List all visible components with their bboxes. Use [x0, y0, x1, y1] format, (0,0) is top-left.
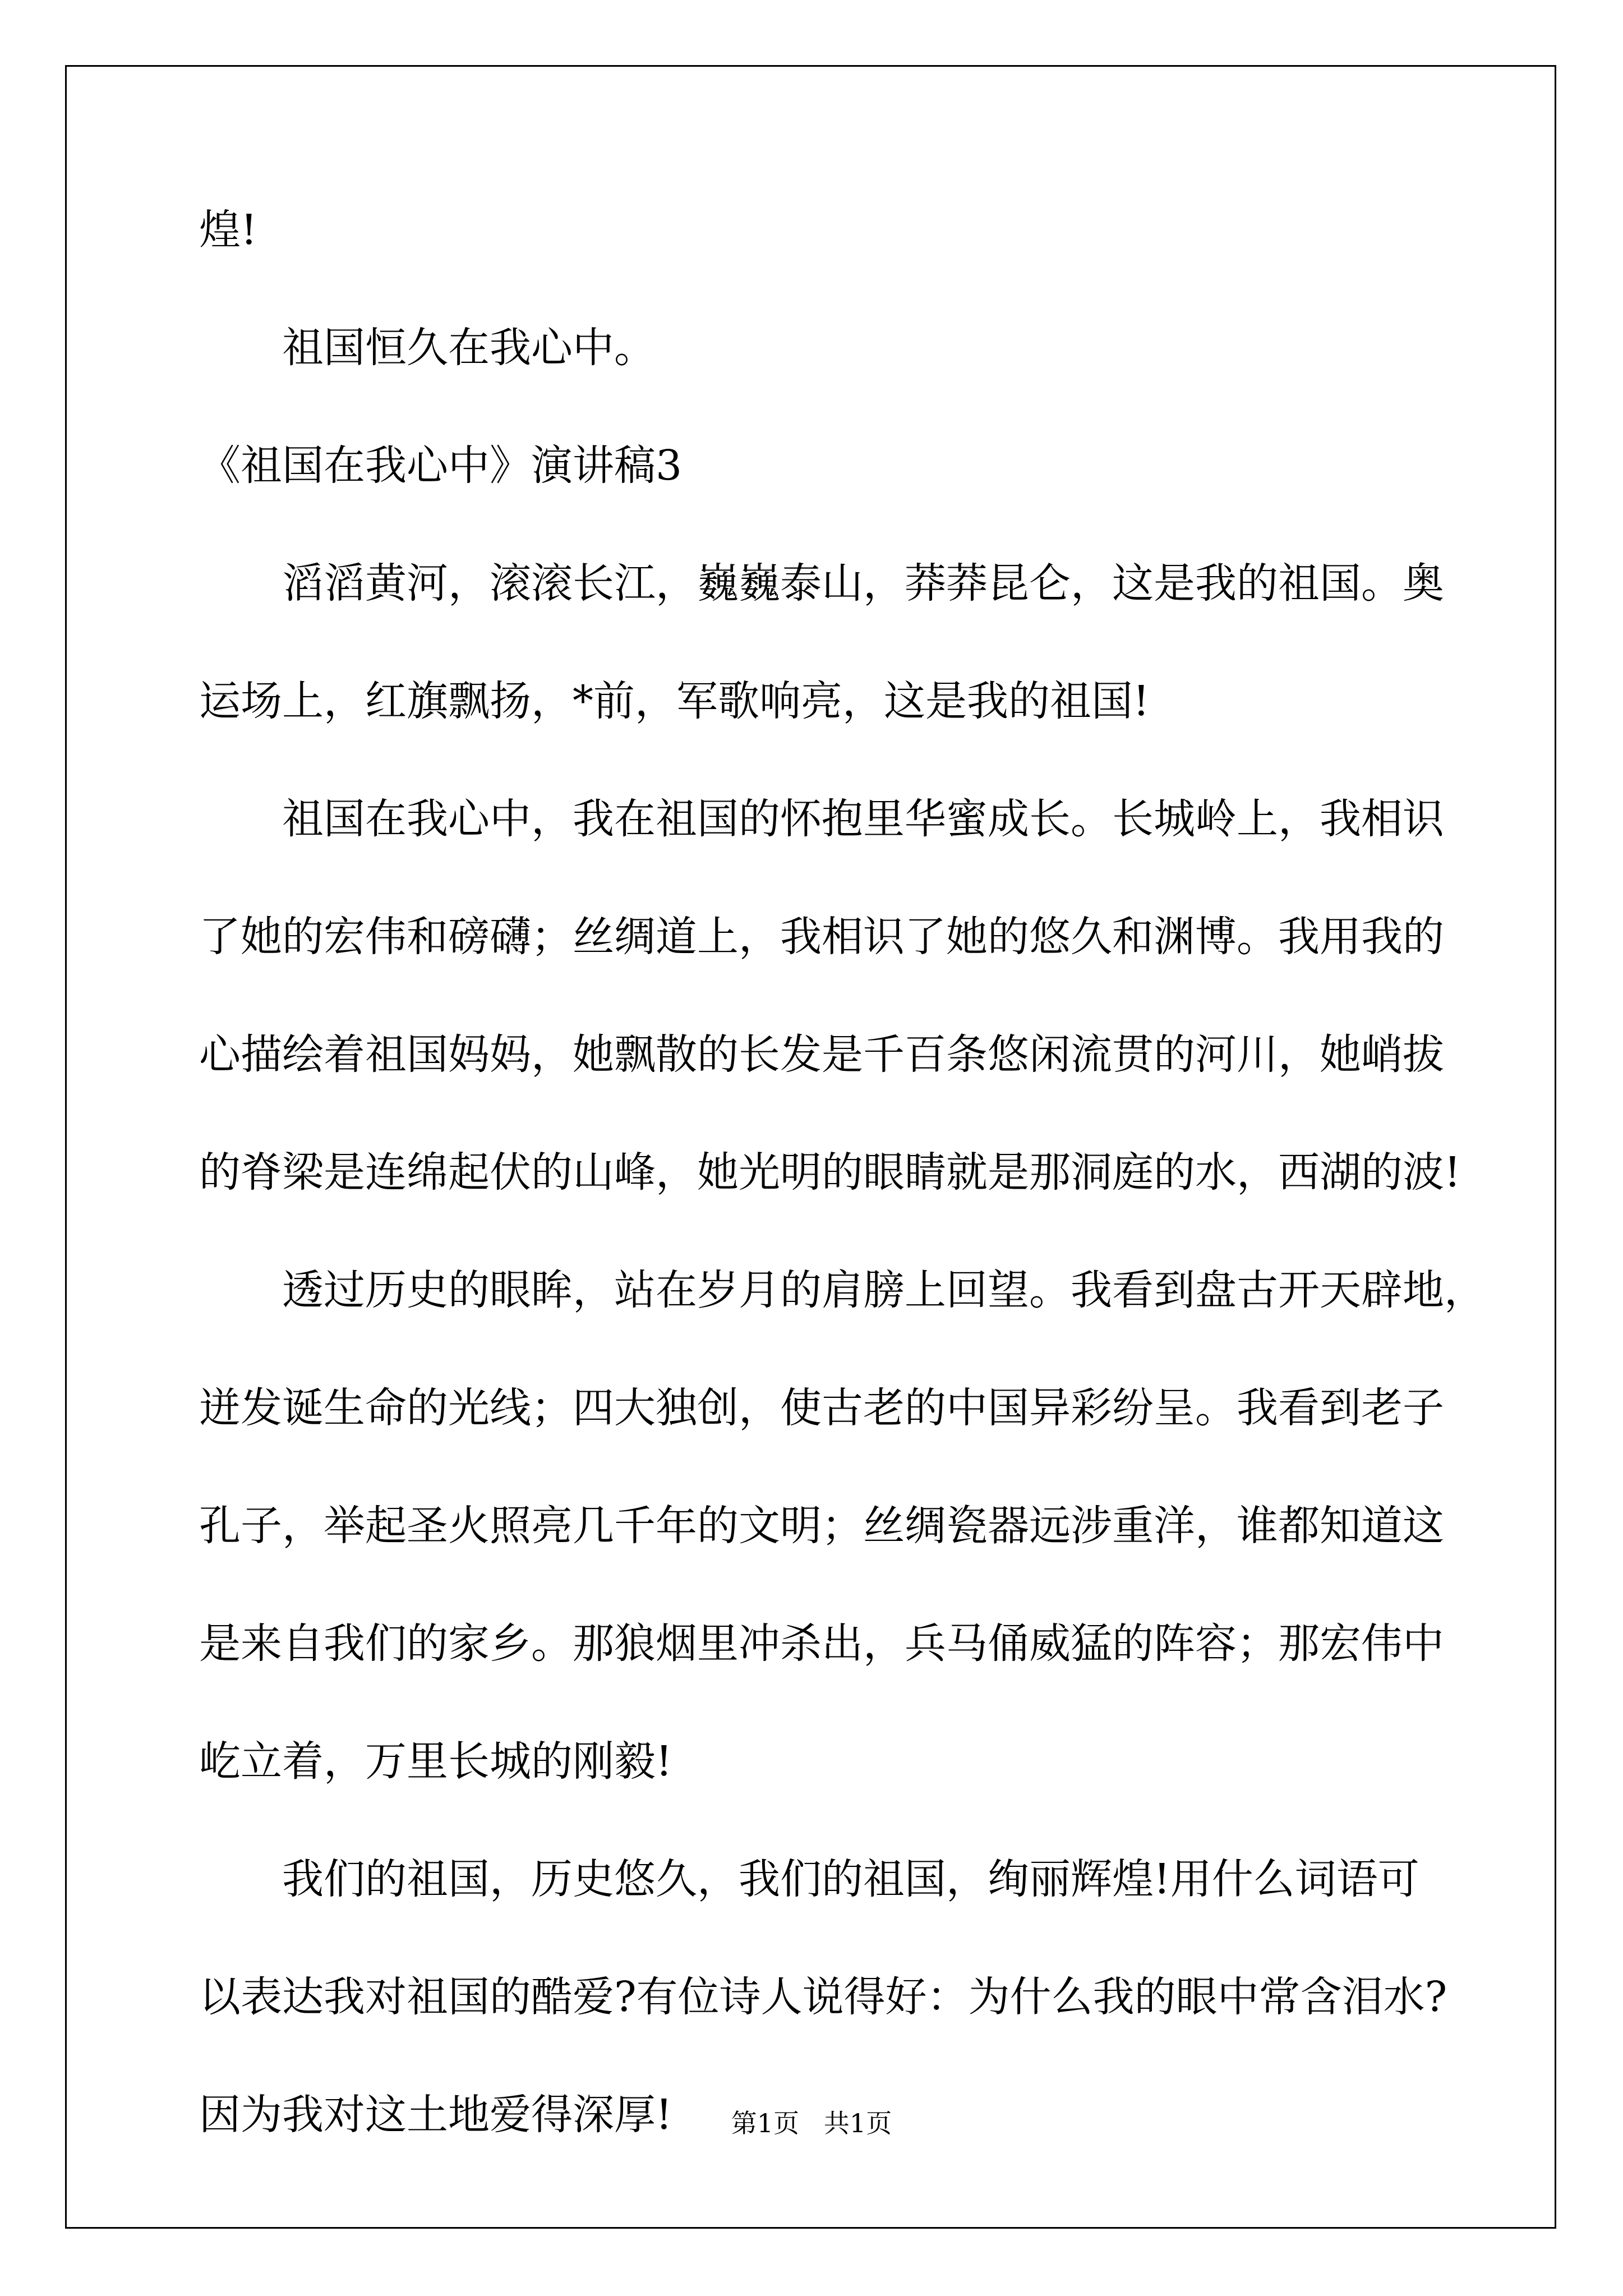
text-line: 因为我对这土地爱得深厚! [199, 2091, 672, 2139]
page-number-footer: 第1页 共1页 [731, 2108, 892, 2138]
text-line: 煌! [199, 206, 257, 254]
text-line: 心描绘着祖国妈妈，她飘散的长发是千百条悠闲流贯的河川，她峭拔 [199, 1030, 1444, 1079]
text-line: 是来自我们的家乡。那狼烟里冲杀出，兵马俑威猛的阵容；那宏伟中 [199, 1619, 1444, 1668]
text-line: 祖国在我心中，我在祖国的怀抱里华蜜成长。长城岭上，我相识 [282, 795, 1444, 843]
text-line: 运场上，红旗飘扬，*前，军歌响亮，这是我的祖国! [199, 677, 1150, 725]
text-line: 迸发诞生命的光线；四大独创，使古老的中国异彩纷呈。我看到老子 [199, 1384, 1444, 1432]
text-line: 屹立着，万里长城的刚毅! [199, 1737, 672, 1786]
text-line: 祖国恒久在我心中。 [282, 324, 656, 372]
text-line: 的脊梁是连绵起伏的山峰，她光明的眼睛就是那洞庭的水，西湖的波! [199, 1148, 1461, 1197]
text-line: 孔子，举起圣火照亮几千年的文明；丝绸瓷器远涉重洋，谁都知道这 [199, 1502, 1444, 1550]
text-line: 透过历史的眼眸，站在岁月的肩膀上回望。我看到盘古开天辟地， [282, 1266, 1486, 1314]
text-line: 滔滔黄河，滚滚长江，巍巍泰山，莽莽昆仑，这是我的祖国。奥 [282, 559, 1444, 608]
text-line: 以表达我对祖国的酷爱?有位诗人说得好：为什么我的眼中常含泪水? [199, 1973, 1447, 2021]
text-line: 我们的祖国，历史悠久，我们的祖国，绚丽辉煌!用什么词语可 [282, 1855, 1419, 1903]
text-line: 了她的宏伟和磅礴；丝绸道上，我相识了她的悠久和渊博。我用我的 [199, 913, 1444, 961]
section-title: 《祖国在我心中》演讲稿3 [199, 441, 683, 490]
